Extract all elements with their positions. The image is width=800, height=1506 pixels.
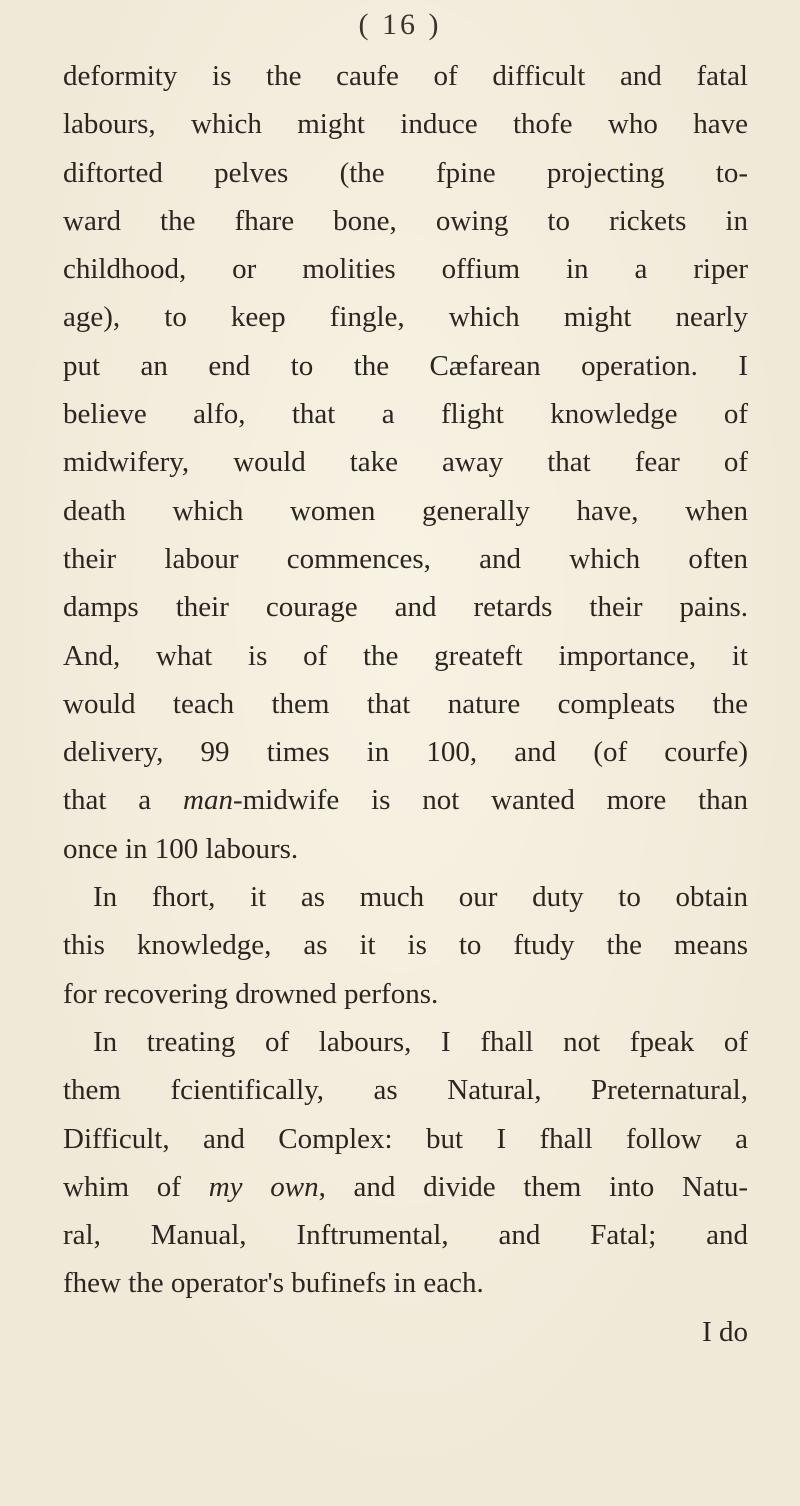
text-line: Difficult, and Complex: but I fhall follow a bbox=[63, 1122, 748, 1155]
paragraph-end-line: for recovering drowned perfons. bbox=[63, 977, 439, 1010]
catchword: I do bbox=[702, 1315, 748, 1348]
text-line: diftorted pelves (the fpine projecting to- bbox=[63, 156, 748, 189]
page-number: ( 16 ) bbox=[358, 8, 442, 41]
text-line: ward the fhare bone, owing to rickets in bbox=[63, 204, 748, 237]
text-line-mixed bbox=[63, 1163, 748, 1211]
text-line: labours, which might induce thofe who have bbox=[63, 108, 748, 141]
text-line: believe alfo, that a flight knowledge of bbox=[63, 398, 748, 431]
text-line: put an end to the Cæfarean operation. I bbox=[63, 349, 748, 382]
text-line: In treating of labours, I fhall not fpeak of bbox=[93, 1025, 748, 1058]
text-line: them fcientifically, as Natural, Preternatural, bbox=[63, 1074, 748, 1107]
paragraph-end-line: fhew the operator's bufinefs in each. bbox=[63, 1267, 484, 1300]
paragraph-end-line: once in 100 labours. bbox=[63, 832, 299, 865]
text-line-mixed bbox=[63, 776, 748, 824]
text-line: In fhort, it as much our duty to obtain bbox=[93, 881, 748, 914]
italic-phrase: my own bbox=[208, 1170, 319, 1203]
body-text bbox=[63, 52, 748, 1356]
text-line: And, what is of the greateft importance, it bbox=[63, 639, 748, 672]
text-line: this knowledge, as it is to ftudy the means bbox=[63, 929, 748, 962]
text-run: , and divide them into Natu- bbox=[318, 1170, 748, 1203]
text-line: midwifery, would take away that fear of bbox=[63, 446, 748, 479]
text-run: that a bbox=[63, 784, 183, 817]
text-line: childhood, or molities offium in a riper bbox=[63, 253, 748, 286]
text-line: death which women generally have, when bbox=[63, 494, 748, 527]
text-line: deformity is the caufe of difficult and fatal bbox=[63, 60, 748, 92]
text-line: would teach them that nature compleats the bbox=[63, 687, 748, 720]
text-line: ral, Manual, Inftrumental, and Fatal; and bbox=[63, 1219, 748, 1252]
text-run: -midwife is not wanted more than bbox=[232, 784, 748, 817]
text-line: age), to keep fingle, which might nearly bbox=[63, 301, 748, 334]
text-run: whim of bbox=[63, 1170, 209, 1203]
italic-word: man bbox=[183, 784, 233, 817]
text-line: their labour commences, and which often bbox=[63, 542, 748, 575]
text-line: delivery, 99 times in 100, and (of courfe) bbox=[63, 736, 748, 769]
text-line: damps their courage and retards their pains. bbox=[63, 591, 748, 624]
